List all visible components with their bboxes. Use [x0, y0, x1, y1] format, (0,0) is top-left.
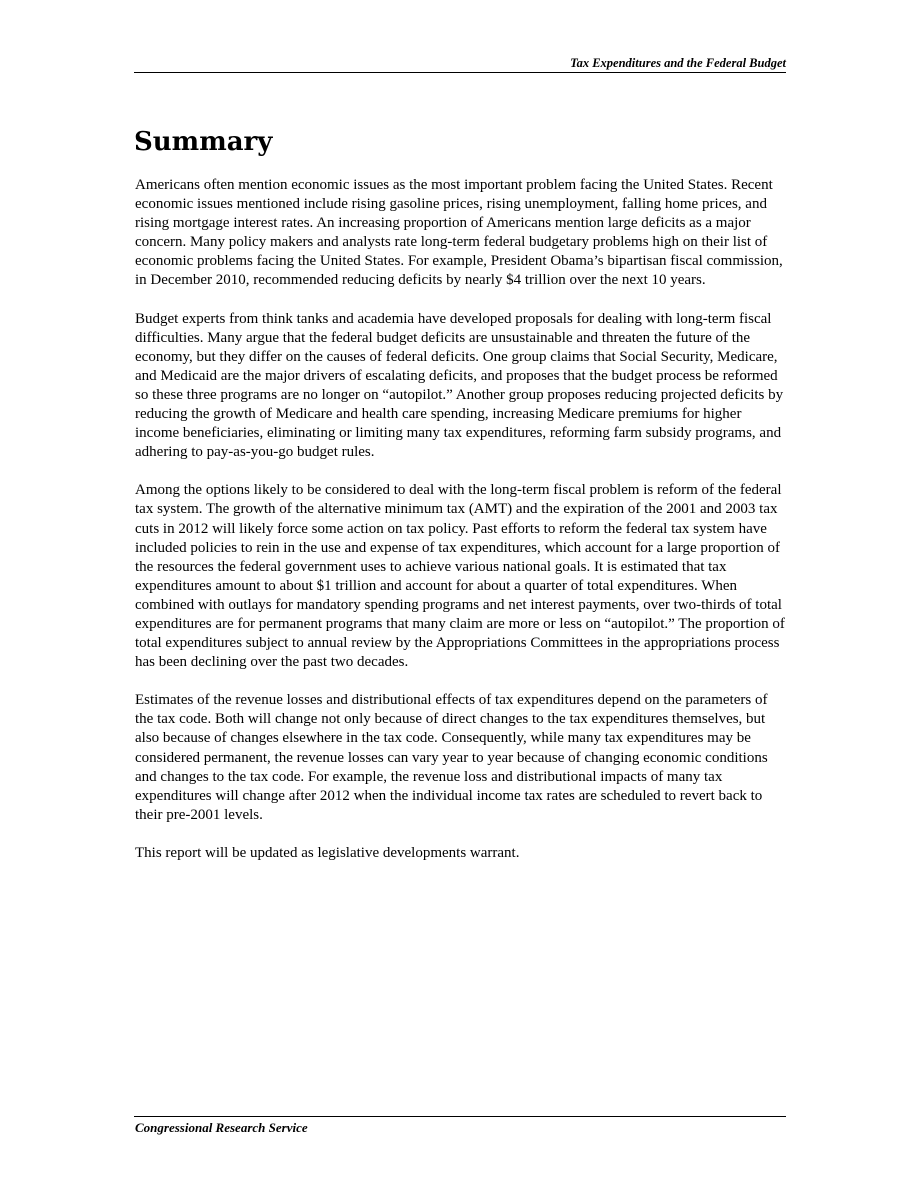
summary-paragraph-1: Americans often mention economic issues as the most important problem facing the United States. Recent economic issues mentioned include rising gasoline prices, rising unemployment, falling home prices, and rising mortgage interest rates. An increasing proportion of Americans mention large deficits as a major concern. Many policy makers and analysts rate long-term federal budgetary problems high on their list of economic problems facing the United States. For example, President Obama’s bipartisan fiscal commission, in December 2010, recommended reducing deficits by nearly $4 trillion over the next 10 years. [135, 177, 783, 289]
summary-paragraph-2: Budget experts from think tanks and academia have developed proposals for dealing with long-term fiscal difficulties. Many argue that the federal budget deficits are unsustainable and threaten the future of the economy, but they differ on the causes of federal deficits. One group claims that Social Security, Medicare, and Medicaid are the major drivers of escalating deficits, and proposes that the budget process be reformed so these three programs are no longer on “autopilot.” Another group proposes reducing projected deficits by reducing the growth of Medicare and health care spending, increasing Medicare premiums for higher income beneficiaries, eliminating or limiting many tax expenditures, reforming farm subsidy programs, and adhering to pay-as-you-go budget rules. [135, 310, 784, 461]
header-rule [134, 72, 786, 73]
summary-paragraph-5: This report will be updated as legislative developments warrant. [135, 844, 520, 861]
summary-paragraph-3: Among the options likely to be considered to deal with the long-term fiscal problem is reform of the federal tax system. The growth of the alternative minimum tax (AMT) and the expiration of the 2001 and 2003 tax cuts in 2012 will likely force some action on tax policy. Past efforts to reform the federal tax system have included policies to rein in the use and expense of tax expenditures, which account for a large proportion of the resources the federal government uses to achieve various national goals. It is estimated that tax expenditures amount to about $1 trillion and account for about a quarter of total expenditures. When combined with outlays for mandatory spending programs and net interest payments, over two-thirds of total expenditures are for permanent programs that many claim are more or less on “autopilot.” The proportion of total expenditures subject to annual review by the Appropriations Committees in the appropriations process has been declining over the past two decades. [135, 482, 785, 671]
summary-body [135, 176, 786, 882]
summary-paragraph-4: Estimates of the revenue losses and distributional effects of tax expenditures depend on the parameters of the tax code. Both will change not only because of direct changes to the tax expenditures themselves, but also because of changes elsewhere in the tax code. Consequently, while many tax expenditures may be considered permanent, the revenue losses can vary year to year because of changing economic conditions and changes to the tax code. For example, the revenue loss and distributional impacts of many tax expenditures will change after 2012 when the individual income tax rates are scheduled to revert back to their pre-2001 levels. [135, 692, 768, 823]
running-footer: Congressional Research Service [135, 1120, 308, 1135]
footer-rule [134, 1116, 786, 1117]
page-title: Summary [134, 127, 273, 157]
running-header: Tax Expenditures and the Federal Budget [570, 56, 786, 70]
